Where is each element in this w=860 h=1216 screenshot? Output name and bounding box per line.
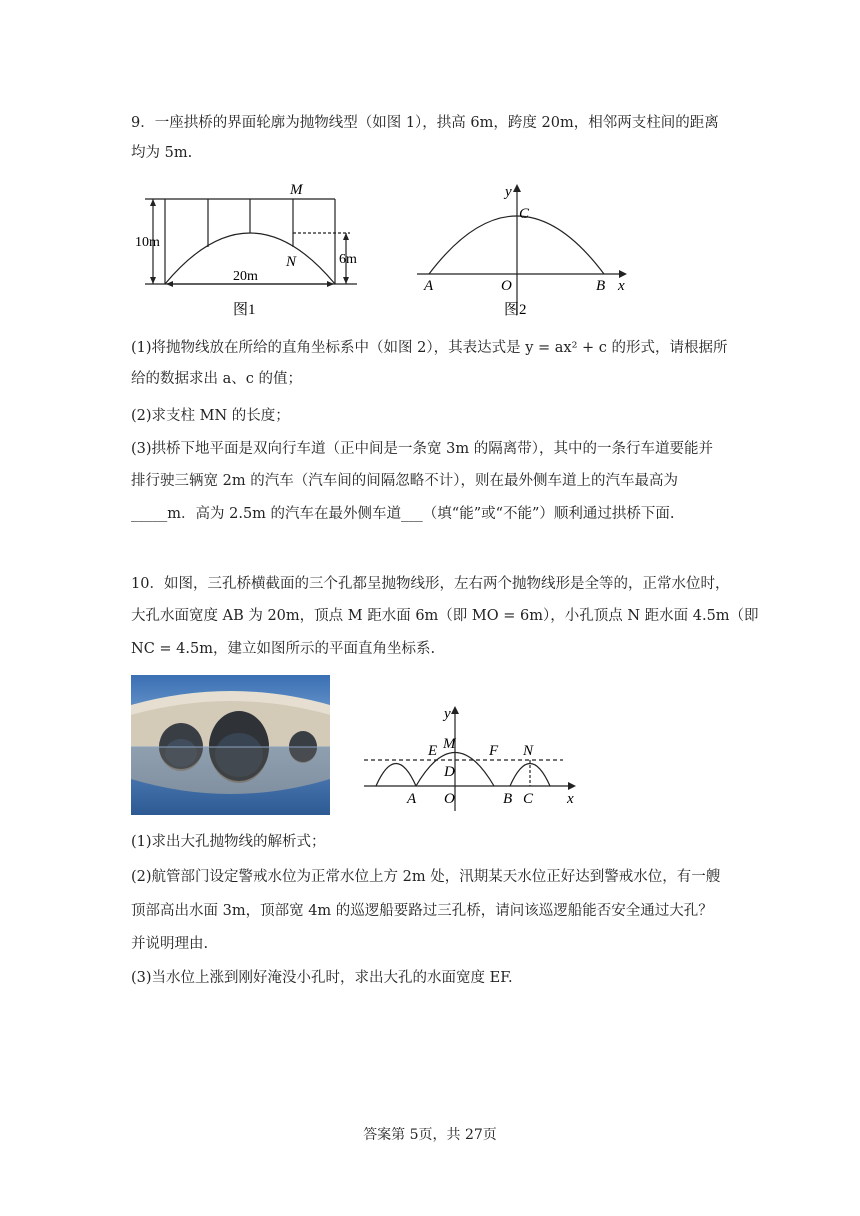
- q10-part2b: 顶部高出水面 3m，顶部宽 4m 的巡逻船要路过三孔桥，请问该巡逻船能否安全通过大孔？: [131, 903, 713, 919]
- q10-part1: (1)求出大孔抛物线的解析式；: [131, 834, 326, 850]
- q9-line1: 9．一座拱桥的界面轮廓为抛物线型（如图 1），拱高 6m，跨度 20m，相邻两支柱间的距离: [131, 115, 719, 131]
- fig1-label-10m: 10m: [135, 235, 160, 250]
- diagram-label-M: M: [443, 736, 456, 752]
- bridge-photo: [131, 675, 330, 815]
- q10-line2: 大孔水面宽度 AB 为 20m，顶点 M 距水面 6m（即 MO = 6m），小孔顶点 N 距水面 4.5m（即: [131, 608, 759, 624]
- fig2-label-A: A: [424, 278, 434, 294]
- fig2-label-B: B: [596, 278, 606, 294]
- q9-part1b: 给的数据求出 a、c 的值；: [131, 371, 302, 387]
- fig2-caption: 图2: [504, 302, 527, 318]
- q9-part3c: _____m．高为 2.5m 的汽车在最外侧车道___（填“能”或“不能”）顺利通过拱桥下面.: [131, 506, 675, 522]
- q9-part2: (2)求支柱 MN 的长度；: [131, 408, 290, 424]
- q10-line3: NC = 4.5m，建立如图所示的平面直角坐标系.: [131, 641, 436, 657]
- fig2-label-C: C: [519, 206, 530, 222]
- q9-part1: (1)将抛物线放在所给的直角坐标系中（如图 2），其表达式是 y = ax² + c 的形式，请根据所: [131, 340, 728, 356]
- diagram-label-C: C: [523, 791, 534, 807]
- diagram-label-A: A: [407, 791, 417, 807]
- q9-part3b: 排行驶三辆宽 2m 的汽车（汽车间的间隔忽略不计），则在最外侧车道上的汽车最高为: [131, 473, 678, 489]
- q10-part3: (3)当水位上涨到刚好淹没小孔时，求出大孔的水面宽度 EF.: [131, 970, 513, 986]
- diagram-label-O: O: [444, 791, 455, 807]
- q10-part2c: 并说明理由.: [131, 936, 209, 952]
- diagram-label-x: x: [567, 791, 574, 807]
- diagram-label-y: y: [444, 706, 451, 722]
- diagram-label-F: F: [489, 743, 499, 759]
- diagram-label-E: E: [428, 743, 438, 759]
- fig1-label-6m: 6m: [339, 252, 357, 267]
- fig2-label-y: y: [505, 184, 512, 200]
- fig1-label-N: N: [286, 254, 297, 270]
- page-footer: 答案第 5页，共 27页: [363, 1127, 497, 1143]
- fig1-label-M: M: [290, 182, 303, 198]
- q9-figure2: [412, 180, 642, 325]
- diagram-label-B: B: [503, 791, 513, 807]
- q10-part2a: (2)航管部门设定警戒水位为正常水位上方 2m 处，汛期某天水位正好达到警戒水位，有一艘: [131, 869, 721, 885]
- q10-diagram: [358, 700, 590, 812]
- q9-line2: 均为 5m.: [131, 145, 193, 161]
- fig1-label-20m: 20m: [233, 269, 258, 284]
- q9-part3a: (3)拱桥下地平面是双向行车道（正中间是一条宽 3m 的隔离带），其中的一条行车道要能并: [131, 441, 713, 457]
- diagram-label-N: N: [523, 743, 534, 759]
- diagram-label-D: D: [444, 764, 455, 780]
- q10-line1: 10．如图，三孔桥横截面的三个孔都呈抛物线形，左右两个抛物线形是全等的，正常水位时，: [131, 576, 730, 592]
- fig1-caption: 图1: [233, 302, 256, 318]
- q9-figure1: [135, 178, 375, 323]
- fig2-label-O: O: [501, 278, 512, 294]
- fig2-label-x: x: [618, 278, 625, 294]
